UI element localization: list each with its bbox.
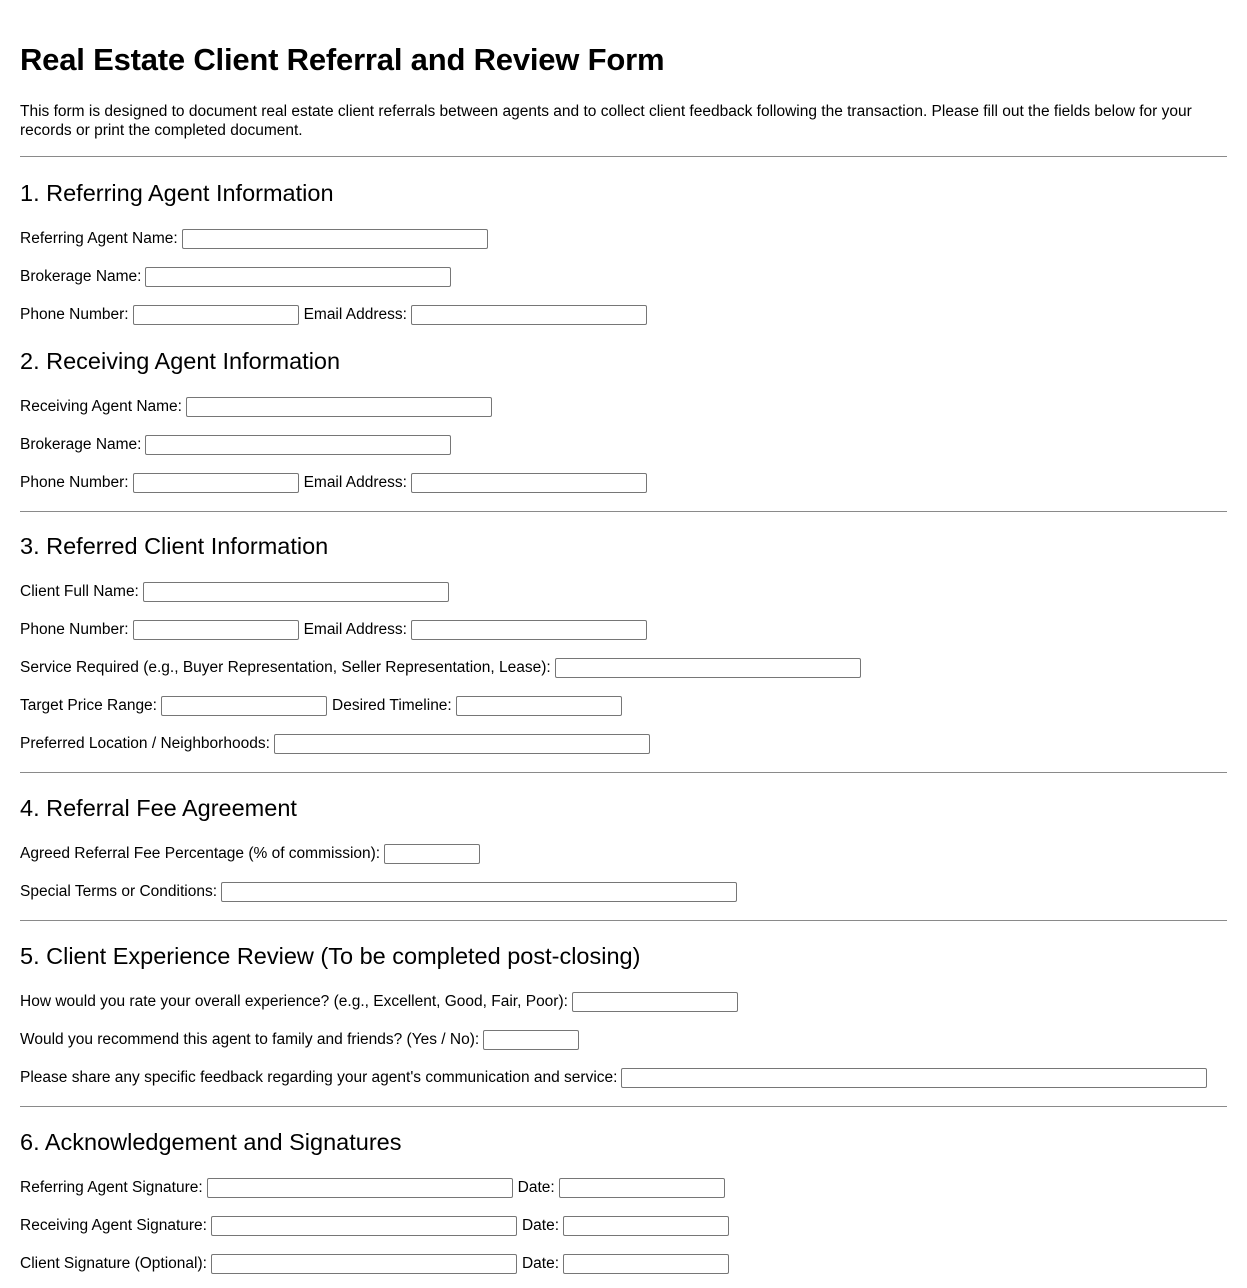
- label-referral-fee: Agreed Referral Fee Percentage (% of commission):: [20, 845, 381, 862]
- divider: [20, 511, 1227, 512]
- divider: [20, 1106, 1227, 1107]
- label-receiving-email: Email Address:: [303, 474, 407, 491]
- row-receiving-contact: [20, 472, 1227, 494]
- label-referring-phone: Phone Number:: [20, 306, 129, 323]
- row-referring-signature: [20, 1177, 1227, 1199]
- label-client-email: Email Address:: [303, 621, 407, 638]
- service-required-input[interactable]: [555, 658, 861, 678]
- section-heading-referral-fee: 4. Referral Fee Agreement: [20, 795, 297, 821]
- referring-email-input[interactable]: [411, 305, 647, 325]
- receiving-signature-input[interactable]: [211, 1216, 517, 1236]
- label-client-name: Client Full Name:: [20, 583, 139, 600]
- label-special-terms: Special Terms or Conditions:: [20, 883, 217, 900]
- label-referring-signature-date: Date:: [517, 1179, 555, 1196]
- referring-brokerage-input[interactable]: [145, 267, 451, 287]
- label-receiving-phone: Phone Number:: [20, 474, 129, 491]
- label-client-signature-date: Date:: [521, 1255, 560, 1272]
- section-heading-client: 3. Referred Client Information: [20, 533, 329, 559]
- label-service-required: Service Required (e.g., Buyer Representation, Seller Representation, Lease):: [20, 659, 551, 676]
- section-heading-receiving-agent: 2. Receiving Agent Information: [20, 348, 341, 374]
- label-receiving-signature: Receiving Agent Signature:: [20, 1217, 207, 1234]
- section-heading-client-review: 5. Client Experience Review (To be completed post-closing): [20, 943, 641, 969]
- label-referring-signature: Referring Agent Signature:: [20, 1179, 203, 1196]
- row-client-name: [20, 581, 1227, 603]
- receiving-brokerage-input[interactable]: [145, 435, 451, 455]
- label-client-signature: Client Signature (Optional):: [20, 1255, 207, 1272]
- rating-input[interactable]: [572, 992, 738, 1012]
- divider: [20, 156, 1227, 157]
- price-range-input[interactable]: [161, 696, 327, 716]
- label-feedback: Please share any specific feedback regarding your agent's communication and service:: [20, 1069, 618, 1086]
- row-referring-brokerage: [20, 266, 1227, 288]
- receiving-agent-name-input[interactable]: [186, 397, 492, 417]
- label-client-phone: Phone Number:: [20, 621, 129, 638]
- row-referring-agent-name: [20, 228, 1227, 250]
- feedback-input[interactable]: [621, 1068, 1207, 1088]
- intro-text: This form is designed to document real estate client referrals between agents and to collect client feedback following the transaction. Please fill out the fields below for your records or print the completed document.: [20, 103, 1192, 139]
- referring-signature-date-input[interactable]: [559, 1178, 725, 1198]
- label-receiving-agent-name: Receiving Agent Name:: [20, 398, 182, 415]
- page-title: Real Estate Client Referral and Review Form: [20, 42, 665, 77]
- row-receiving-agent-name: [20, 396, 1227, 418]
- referring-phone-input[interactable]: [133, 305, 299, 325]
- client-email-input[interactable]: [411, 620, 647, 640]
- receiving-signature-date-input[interactable]: [563, 1216, 729, 1236]
- row-referring-contact: [20, 304, 1227, 326]
- section-heading-signatures: 6. Acknowledgement and Signatures: [20, 1129, 402, 1155]
- label-receiving-brokerage: Brokerage Name:: [20, 436, 142, 453]
- client-phone-input[interactable]: [133, 620, 299, 640]
- row-location: [20, 733, 1227, 755]
- label-rating: How would you rate your overall experience? (e.g., Excellent, Good, Fair, Poor):: [20, 993, 568, 1010]
- timeline-input[interactable]: [456, 696, 622, 716]
- row-receiving-brokerage: [20, 434, 1227, 456]
- divider: [20, 920, 1227, 921]
- referring-agent-name-input[interactable]: [182, 229, 488, 249]
- row-feedback: [20, 1067, 1227, 1089]
- label-location: Preferred Location / Neighborhoods:: [20, 735, 270, 752]
- referral-fee-input[interactable]: [384, 844, 480, 864]
- row-referral-fee: [20, 843, 1227, 865]
- receiving-email-input[interactable]: [411, 473, 647, 493]
- receiving-phone-input[interactable]: [133, 473, 299, 493]
- special-terms-input[interactable]: [221, 882, 737, 902]
- row-price-timeline: [20, 695, 1227, 717]
- recommend-input[interactable]: [483, 1030, 579, 1050]
- row-receiving-signature: [20, 1215, 1227, 1237]
- client-name-input[interactable]: [143, 582, 449, 602]
- label-price-range: Target Price Range:: [20, 697, 157, 714]
- label-referring-brokerage: Brokerage Name:: [20, 268, 142, 285]
- label-timeline: Desired Timeline:: [332, 697, 452, 714]
- label-referring-agent-name: Referring Agent Name:: [20, 230, 178, 247]
- section-heading-referring-agent: 1. Referring Agent Information: [20, 180, 334, 206]
- row-recommend: [20, 1029, 1227, 1051]
- referring-signature-input[interactable]: [207, 1178, 513, 1198]
- label-recommend: Would you recommend this agent to family and friends? (Yes / No):: [20, 1031, 480, 1048]
- client-signature-date-input[interactable]: [563, 1254, 729, 1274]
- label-receiving-signature-date: Date:: [521, 1217, 560, 1234]
- row-client-signature: [20, 1253, 1227, 1275]
- label-referring-email: Email Address:: [303, 306, 407, 323]
- row-client-contact: [20, 619, 1227, 641]
- client-signature-input[interactable]: [211, 1254, 517, 1274]
- location-input[interactable]: [274, 734, 650, 754]
- row-special-terms: [20, 881, 1227, 903]
- row-rating: [20, 991, 1227, 1013]
- divider: [20, 772, 1227, 773]
- row-service-required: [20, 657, 1227, 679]
